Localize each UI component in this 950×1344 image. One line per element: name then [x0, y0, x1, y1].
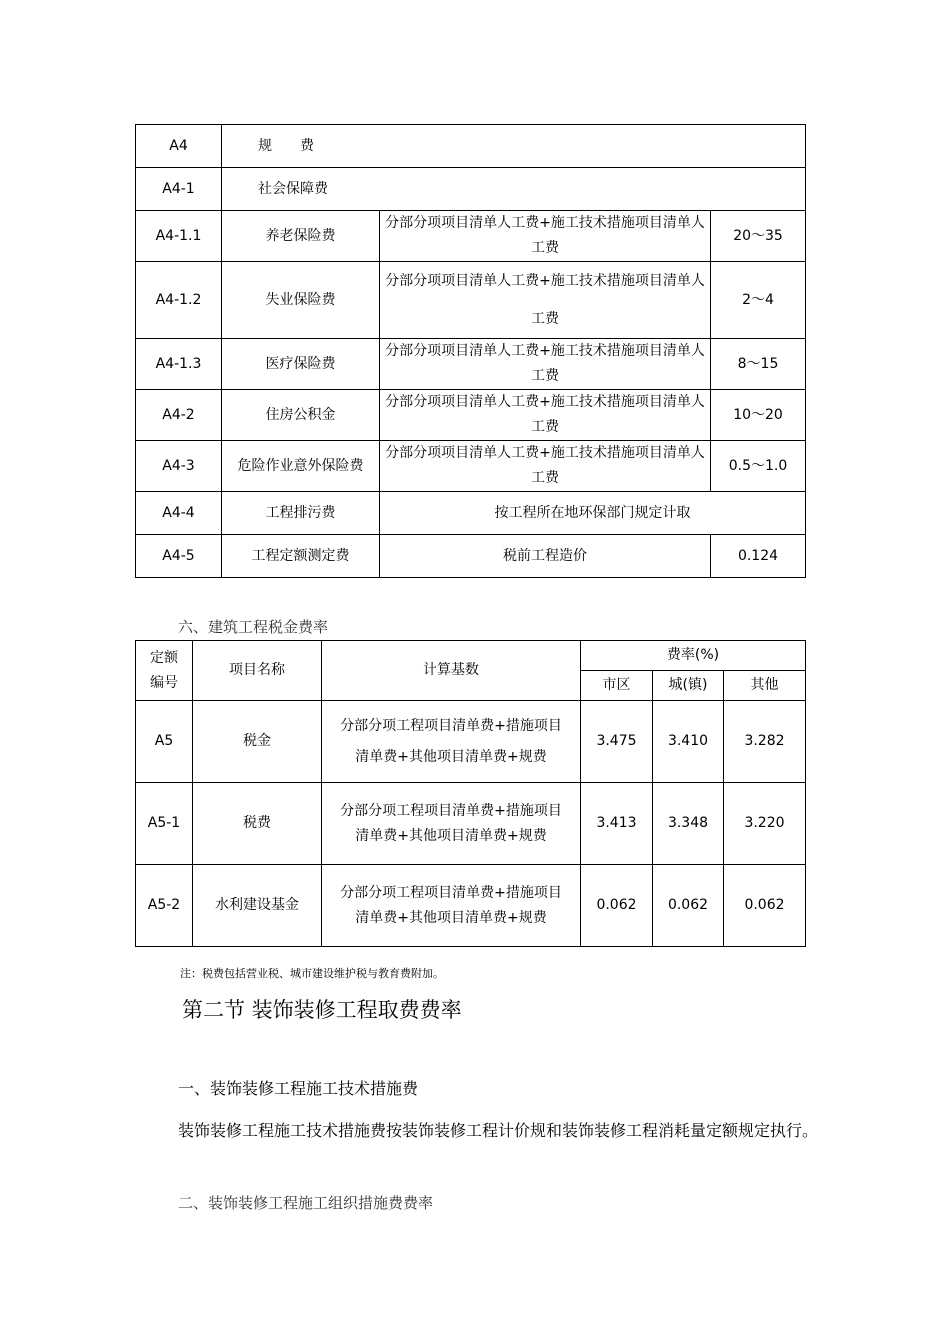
header-base: 计算基数: [322, 641, 581, 701]
table-row: [136, 211, 806, 262]
other-rate-cell: 3.220: [724, 783, 806, 865]
header-name: 项目名称: [193, 641, 322, 701]
city-rate-cell: 0.062: [581, 865, 653, 947]
base-cell: 税前工程造价: [380, 535, 711, 578]
table-row: [136, 262, 806, 339]
rate-cell: 10～20: [711, 390, 806, 441]
header-rate: 费率(%): [581, 641, 806, 671]
header-town: 城(镇): [653, 671, 724, 701]
table-row: [136, 535, 806, 578]
rate-cell: 2～4: [711, 262, 806, 339]
base-cell: 分部分项工程项目清单费+措施项目清单费+其他项目清单费+规费: [322, 865, 581, 947]
name-cell: 养老保险费: [222, 211, 380, 262]
table-row: [136, 441, 806, 492]
rate-cell: 0.5～1.0: [711, 441, 806, 492]
table-header-row: [136, 641, 806, 671]
body-paragraph: 装饰装修工程施工技术措施费按装饰装修工程计价规和装饰装修工程消耗量定额规定执行。: [178, 1121, 819, 1140]
table-row: [136, 865, 806, 947]
name-cell: 社会保障费: [222, 168, 806, 211]
table-row: [136, 492, 806, 535]
code-cell: A4: [136, 125, 222, 168]
name-cell: 工程排污费: [222, 492, 380, 535]
code-cell: A4-1.3: [136, 339, 222, 390]
code-cell: A4-1.1: [136, 211, 222, 262]
other-rate-cell: 0.062: [724, 865, 806, 947]
town-rate-cell: 3.348: [653, 783, 724, 865]
code-cell: A4-4: [136, 492, 222, 535]
base-cell: 分部分项项目清单人工费+施工技术措施项目清单人工费: [380, 211, 711, 262]
subsection-heading-2: 二、装饰装修工程施工组织措施费费率: [178, 1194, 434, 1212]
table-row: [136, 125, 806, 168]
name-cell: 医疗保险费: [222, 339, 380, 390]
table-row: [136, 783, 806, 865]
table-note: 注：税费包括营业税、城市建设维护税与教育费附加。: [180, 967, 444, 980]
section-title: 第二节 装饰装修工程取费费率: [182, 998, 462, 1022]
code-cell: A4-1: [136, 168, 222, 211]
code-cell: A4-3: [136, 441, 222, 492]
base-cell: 分部分项项目清单人工费+施工技术措施项目清单人工费: [380, 441, 711, 492]
base-cell: 分部分项工程项目清单费+措施项目清单费+其他项目清单费+规费: [322, 783, 581, 865]
code-cell: A5-2: [136, 865, 193, 947]
subsection-heading-1: 一、装饰装修工程施工技术措施费: [178, 1079, 419, 1098]
base-cell: 分部分项项目清单人工费+施工技术措施项目清单人工费: [380, 390, 711, 441]
rate-cell: 0.124: [711, 535, 806, 578]
city-rate-cell: 3.413: [581, 783, 653, 865]
name-cell: 水利建设基金: [193, 865, 322, 947]
name-cell: 失业保险费: [222, 262, 380, 339]
code-cell: A4-1.2: [136, 262, 222, 339]
name-cell: 工程定额测定费: [222, 535, 380, 578]
other-rate-cell: 3.282: [724, 701, 806, 783]
tax-rate-table: [135, 640, 806, 947]
code-cell: A4-5: [136, 535, 222, 578]
name-cell: 税金: [193, 701, 322, 783]
base-cell: 分部分项工程项目清单费+措施项目清单费+其他项目清单费+规费: [322, 701, 581, 783]
town-rate-cell: 0.062: [653, 865, 724, 947]
table-row: [136, 390, 806, 441]
header-other: 其他: [724, 671, 806, 701]
town-rate-cell: 3.410: [653, 701, 724, 783]
base-cell: 分部分项项目清单人工费+施工技术措施项目清单人工费: [380, 339, 711, 390]
name-cell: 税费: [193, 783, 322, 865]
table-row: [136, 701, 806, 783]
name-cell: 住房公积金: [222, 390, 380, 441]
code-cell: A5: [136, 701, 193, 783]
name-cell: 规 费: [222, 125, 806, 168]
fee-table-a4: [135, 124, 806, 578]
section-heading-tax: 六、建筑工程税金费率: [178, 618, 329, 636]
name-cell: 危险作业意外保险费: [222, 441, 380, 492]
code-cell: A5-1: [136, 783, 193, 865]
rate-cell: 20～35: [711, 211, 806, 262]
table-row: [136, 339, 806, 390]
city-rate-cell: 3.475: [581, 701, 653, 783]
code-cell: A4-2: [136, 390, 222, 441]
table-row: [136, 168, 806, 211]
base-cell: 按工程所在地环保部门规定计取: [380, 492, 806, 535]
header-city: 市区: [581, 671, 653, 701]
base-cell: 分部分项项目清单人工费+施工技术措施项目清单人工费: [380, 262, 711, 339]
header-code: 定额编号: [136, 641, 193, 701]
rate-cell: 8～15: [711, 339, 806, 390]
